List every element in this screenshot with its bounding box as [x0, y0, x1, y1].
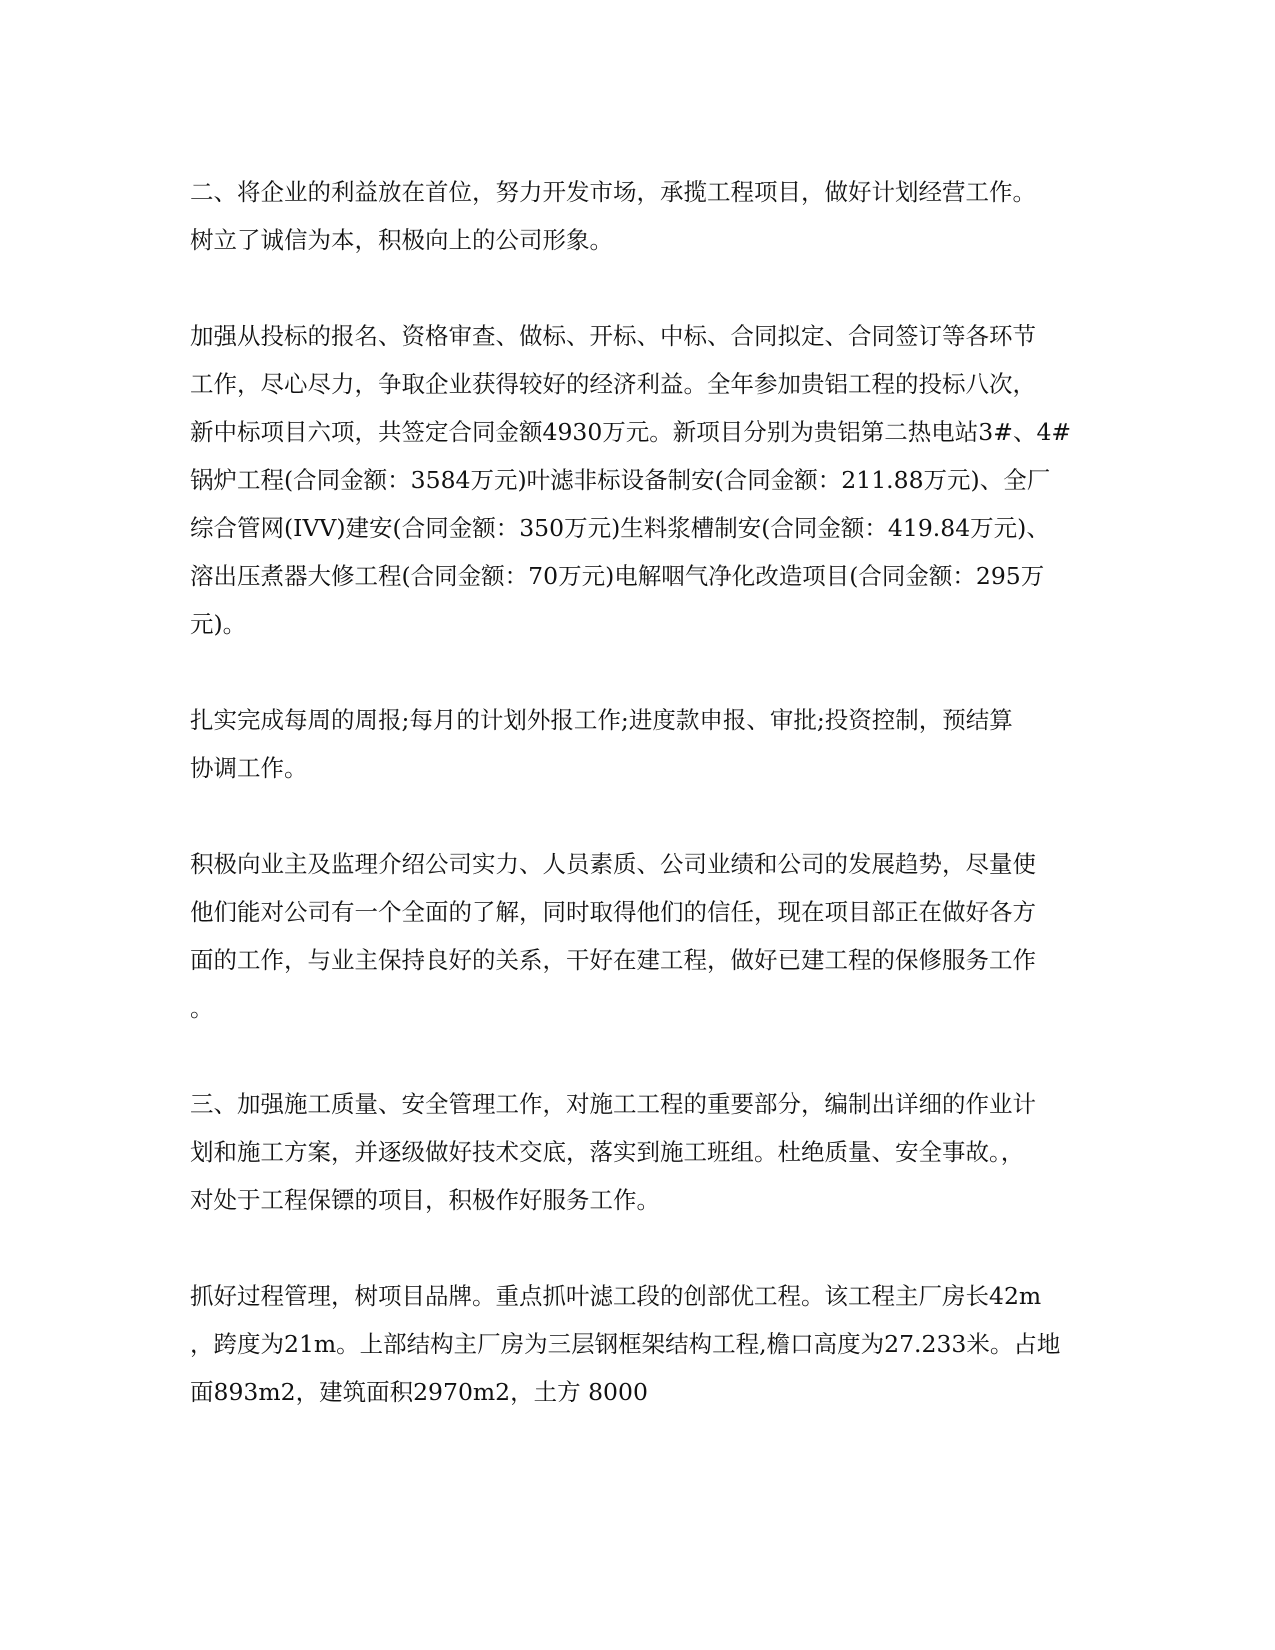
text-line: 溶出压煮器大修工程(合同金额：70万元)电解咽气净化改造项目(合同金额：295万	[190, 562, 1045, 590]
text-line: 二、将企业的利益放在首位，努力开发市场，承揽工程项目，做好计划经营工作。	[190, 178, 1036, 206]
text-line: 锅炉工程(合同金额：3584万元)叶滤非标设备制安(合同金额：211.88万元)、全厂	[190, 466, 1051, 494]
text-line: 综合管网(IVV)建安(合同金额：350万元)生料浆槽制安(合同金额：419.84万元)、	[190, 514, 1050, 542]
paragraph	[190, 840, 1090, 1032]
text-line: 面893m2，建筑面积2970m2，土方 8000	[190, 1378, 648, 1406]
text-line: 他们能对公司有一个全面的了解，同时取得他们的信任，现在项目部正在做好各方	[190, 898, 1036, 926]
text-line: 划和施工方案，并逐级做好技术交底，落实到施工班组。杜绝质量、安全事故。，	[190, 1138, 1025, 1166]
document-body	[190, 168, 1090, 1464]
paragraph	[190, 1272, 1090, 1416]
text-line: 新中标项目六项，共签定合同金额4930万元。新项目分别为贵铝第二热电站3#、4#	[190, 418, 1072, 446]
text-line: ，跨度为21m。上部结构主厂房为三层钢框架结构工程,檐口高度为27.233米。占地	[190, 1330, 1061, 1358]
text-line: 三、加强施工质量、安全管理工作，对施工工程的重要部分，编制出详细的作业计	[190, 1090, 1036, 1118]
text-line: 扎实完成每周的周报;每月的计划外报工作;进度款申报、审批;投资控制，预结算	[190, 706, 1013, 734]
text-line: 面的工作，与业主保持良好的关系，干好在建工程，做好已建工程的保修服务工作	[190, 946, 1036, 974]
text-line: 积极向业主及监理介绍公司实力、人员素质、公司业绩和公司的发展趋势，尽量使	[190, 850, 1036, 878]
text-line: 。	[190, 994, 214, 1022]
text-line: 抓好过程管理，树项目品牌。重点抓叶滤工段的创部优工程。该工程主厂房长42m	[190, 1282, 1042, 1310]
text-line: 树立了诚信为本，积极向上的公司形象。	[190, 226, 613, 254]
paragraph	[190, 168, 1090, 264]
text-line: 协调工作。	[190, 754, 308, 782]
text-line: 对处于工程保镖的项目，积极作好服务工作。	[190, 1186, 660, 1214]
paragraph	[190, 696, 1090, 792]
paragraph	[190, 312, 1090, 648]
paragraph	[190, 1080, 1090, 1224]
text-line: 工作，尽心尽力，争取企业获得较好的经济利益。全年参加贵铝工程的投标八次，	[190, 370, 1036, 398]
text-line: 元)。	[190, 610, 247, 638]
text-line: 加强从投标的报名、资格审查、做标、开标、中标、合同拟定、合同签订等各环节	[190, 322, 1036, 350]
